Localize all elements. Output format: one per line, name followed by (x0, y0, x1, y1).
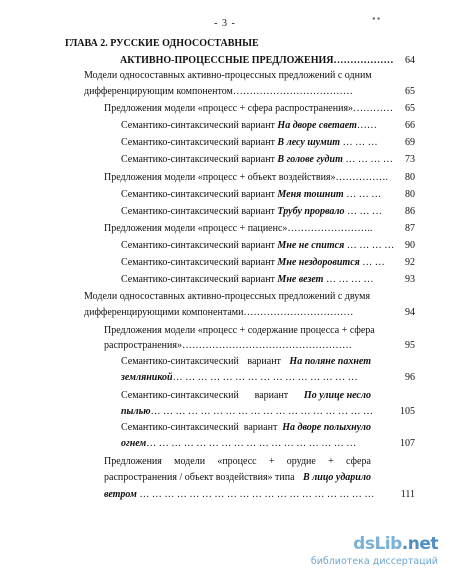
watermark (288, 534, 438, 574)
toc-page-number: 90 (405, 240, 415, 251)
toc-page-number: 92 (405, 257, 415, 268)
scan-specks: ▪ ▪ (372, 14, 380, 23)
toc-page-number: 93 (405, 274, 415, 285)
watermark-logo: dsLib.net (353, 534, 438, 554)
toc-page-number: 80 (405, 189, 415, 200)
toc-page-number: 69 (405, 137, 415, 148)
toc-page-number: 66 (405, 120, 415, 131)
watermark-tagline: библиотека диссертаций (310, 556, 438, 567)
toc-page-number: 65 (405, 86, 415, 97)
toc-page-number: 86 (405, 206, 415, 217)
toc-page-number: 73 (405, 154, 415, 165)
toc-page-number: 65 (405, 103, 415, 114)
toc-page-number: 64 (405, 55, 415, 66)
toc-page-number: 107 (400, 438, 415, 449)
toc-page-number: 111 (400, 489, 415, 500)
toc-page-number: 94 (405, 307, 415, 318)
document-page: - 3 - ▪ ▪ ГЛАВА 2. РУССКИЕ ОДНОСОСТАВНЫЕ АКТИВНО-ПРОЦЕССНЫЕ ПРЕДЛОЖЕНИЯ……………… 64 Модели односоставных активно-процессных предложений с одним дифференцирующим компонентом……………………………… 65 Предложения модели «процесс + сфера распространения»………… 65 Семантико-синтаксический вариант На дворе светает…… 66 Семантико-синтаксический вариант В лесу шумит … … … 69 Семантико-синтаксический вариант В голове гудит … … … … 73 Предложения модели «процесс + объект воздействия»……………. 80 Семантико-синтаксический вариант Меня тошнит … … … 80 Семантико-синтаксический вариант Трубу прорвало … … … 86 Предложения модели «процесс + пациенс»…………………….. 87 Семантико-синтаксический вариант Мне не спится … … … … 90 Семантико-синтаксический вариант Мне нездоровится … … 92 Семантико-синтаксический вариант Мне везет … … … … 93 Модели односоставных активно-процессных предложений с двумя дифференцирующими компонентами…………………………… 94 Предложения модели «процесс + содержание процесса + сфера распространения»…………………………………………… 95 Семантико-синтаксический вариант На поляне пахнет земляникой… … … … … … … … … … … … … … … 96 Семантико-синтаксический вариант По улице несло пылью… … … … … … … … … … … … … … … … … … 105 Семантико-синтаксический вариант На дворе полыхнуло огнем… … … … … … … … … … … … … … … … … 107 Предложения модели «процесс + орудие + сфера распространения / объект воздействия» типа В лицо ударило ветром … … … … … … … … … … … … … … … … … … … 111 dsLib.net библиотека диссертаций (0, 0, 450, 582)
toc-page-number: 96 (405, 372, 415, 383)
toc-page-number: 80 (405, 172, 415, 183)
toc-page-number: 105 (400, 406, 415, 417)
toc-page-number: 95 (405, 340, 415, 351)
page-number: - 3 - (214, 18, 236, 29)
toc-page-number: 87 (405, 223, 415, 234)
